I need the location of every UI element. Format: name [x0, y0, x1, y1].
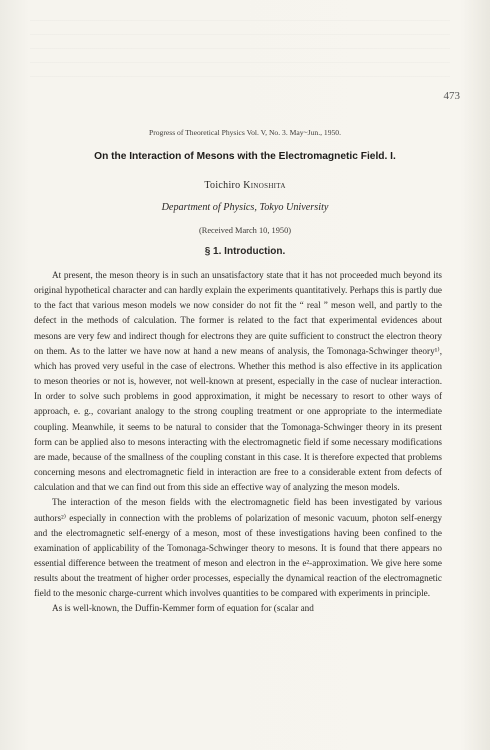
author-first-name: Toichiro	[204, 180, 241, 191]
author-last-name: Kinoshita	[243, 180, 286, 191]
paragraph: As is well-known, the Duffin-Kemmer form of equation for (scalar and	[52, 603, 314, 614]
author	[0, 180, 490, 191]
page-number: 473	[443, 90, 460, 102]
affiliation: Department of Physics, Tokyo University	[161, 202, 329, 213]
bleed-through	[30, 20, 450, 80]
body-text	[34, 268, 442, 617]
received-date: (Received March 10, 1950)	[198, 226, 292, 235]
paragraph: At present, the meson theory is in such an unsatisfactory state that it has not proceeded much beyond its original hypothetical character and can hardly explain the experiments quantitatively. Perhaps this is partly due to the fact that various meson models we now consider do not fit the “ real ” meson well, and partly to the defect in the methods of calculation. The former is related to the fact that experimental evidences about mesons are very few and indirect though for electrons they are quite sufficient to construct the electron theory on them. As to the latter we have now at hand a new means of analysis, the Tomonaga-Schwinger theory¹⁾, which has proved very useful in the case of electrons. Whether this method is also effective in its application to meson theories or not is, however, not well-known at present, especially in the case of nuclear interaction. In order to solve such problems in good approximation, it might be necessary to resort to other ways of approach, e. g., covariant analogy to the strong coupling treatment or one appropriate to the intermediate coupling. Meanwhile, it seems to be natural to consider that the Tomonaga-Schwinger theory in its present form can be applied also to mesons interacting with the electromagnetic field if some necessary modifications are made, because of the smallness of the coupling constant in this case. It is therefore expected that problems concerning mesons and electromagnetic field in interaction are free to a considerable extent from defects of calculation and that we can find out from this side an effective way of analyzing the meson models.	[34, 270, 442, 493]
section-heading: § 1. Introduction.	[204, 246, 286, 257]
paragraph: The interaction of the meson fields with the electromagnetic field has been investigated by various authors²⁾ especially in connection with the problems of polarization of mesonic vacuum, photon self-energy and the electromagnetic self-energy of a meson, most of these investigations having been confined to the examination of applicability of the Tomonaga-Schwinger theory to mesons. It is found that there appears no essential difference between the treatment of meson and electron in the e²-approximation. We give here some results about the treatment of higher order processes, especially the dynamical reaction of the electromagnetic field to the mesonic charge-current which involves quantities to be compared with experiments in principle.	[34, 497, 442, 599]
paper-title: On the Interaction of Mesons with the Electromagnetic Field. I.	[94, 151, 396, 162]
journal-line: Progress of Theoretical Physics Vol. V, No. 3. May~Jun., 1950.	[149, 128, 341, 137]
